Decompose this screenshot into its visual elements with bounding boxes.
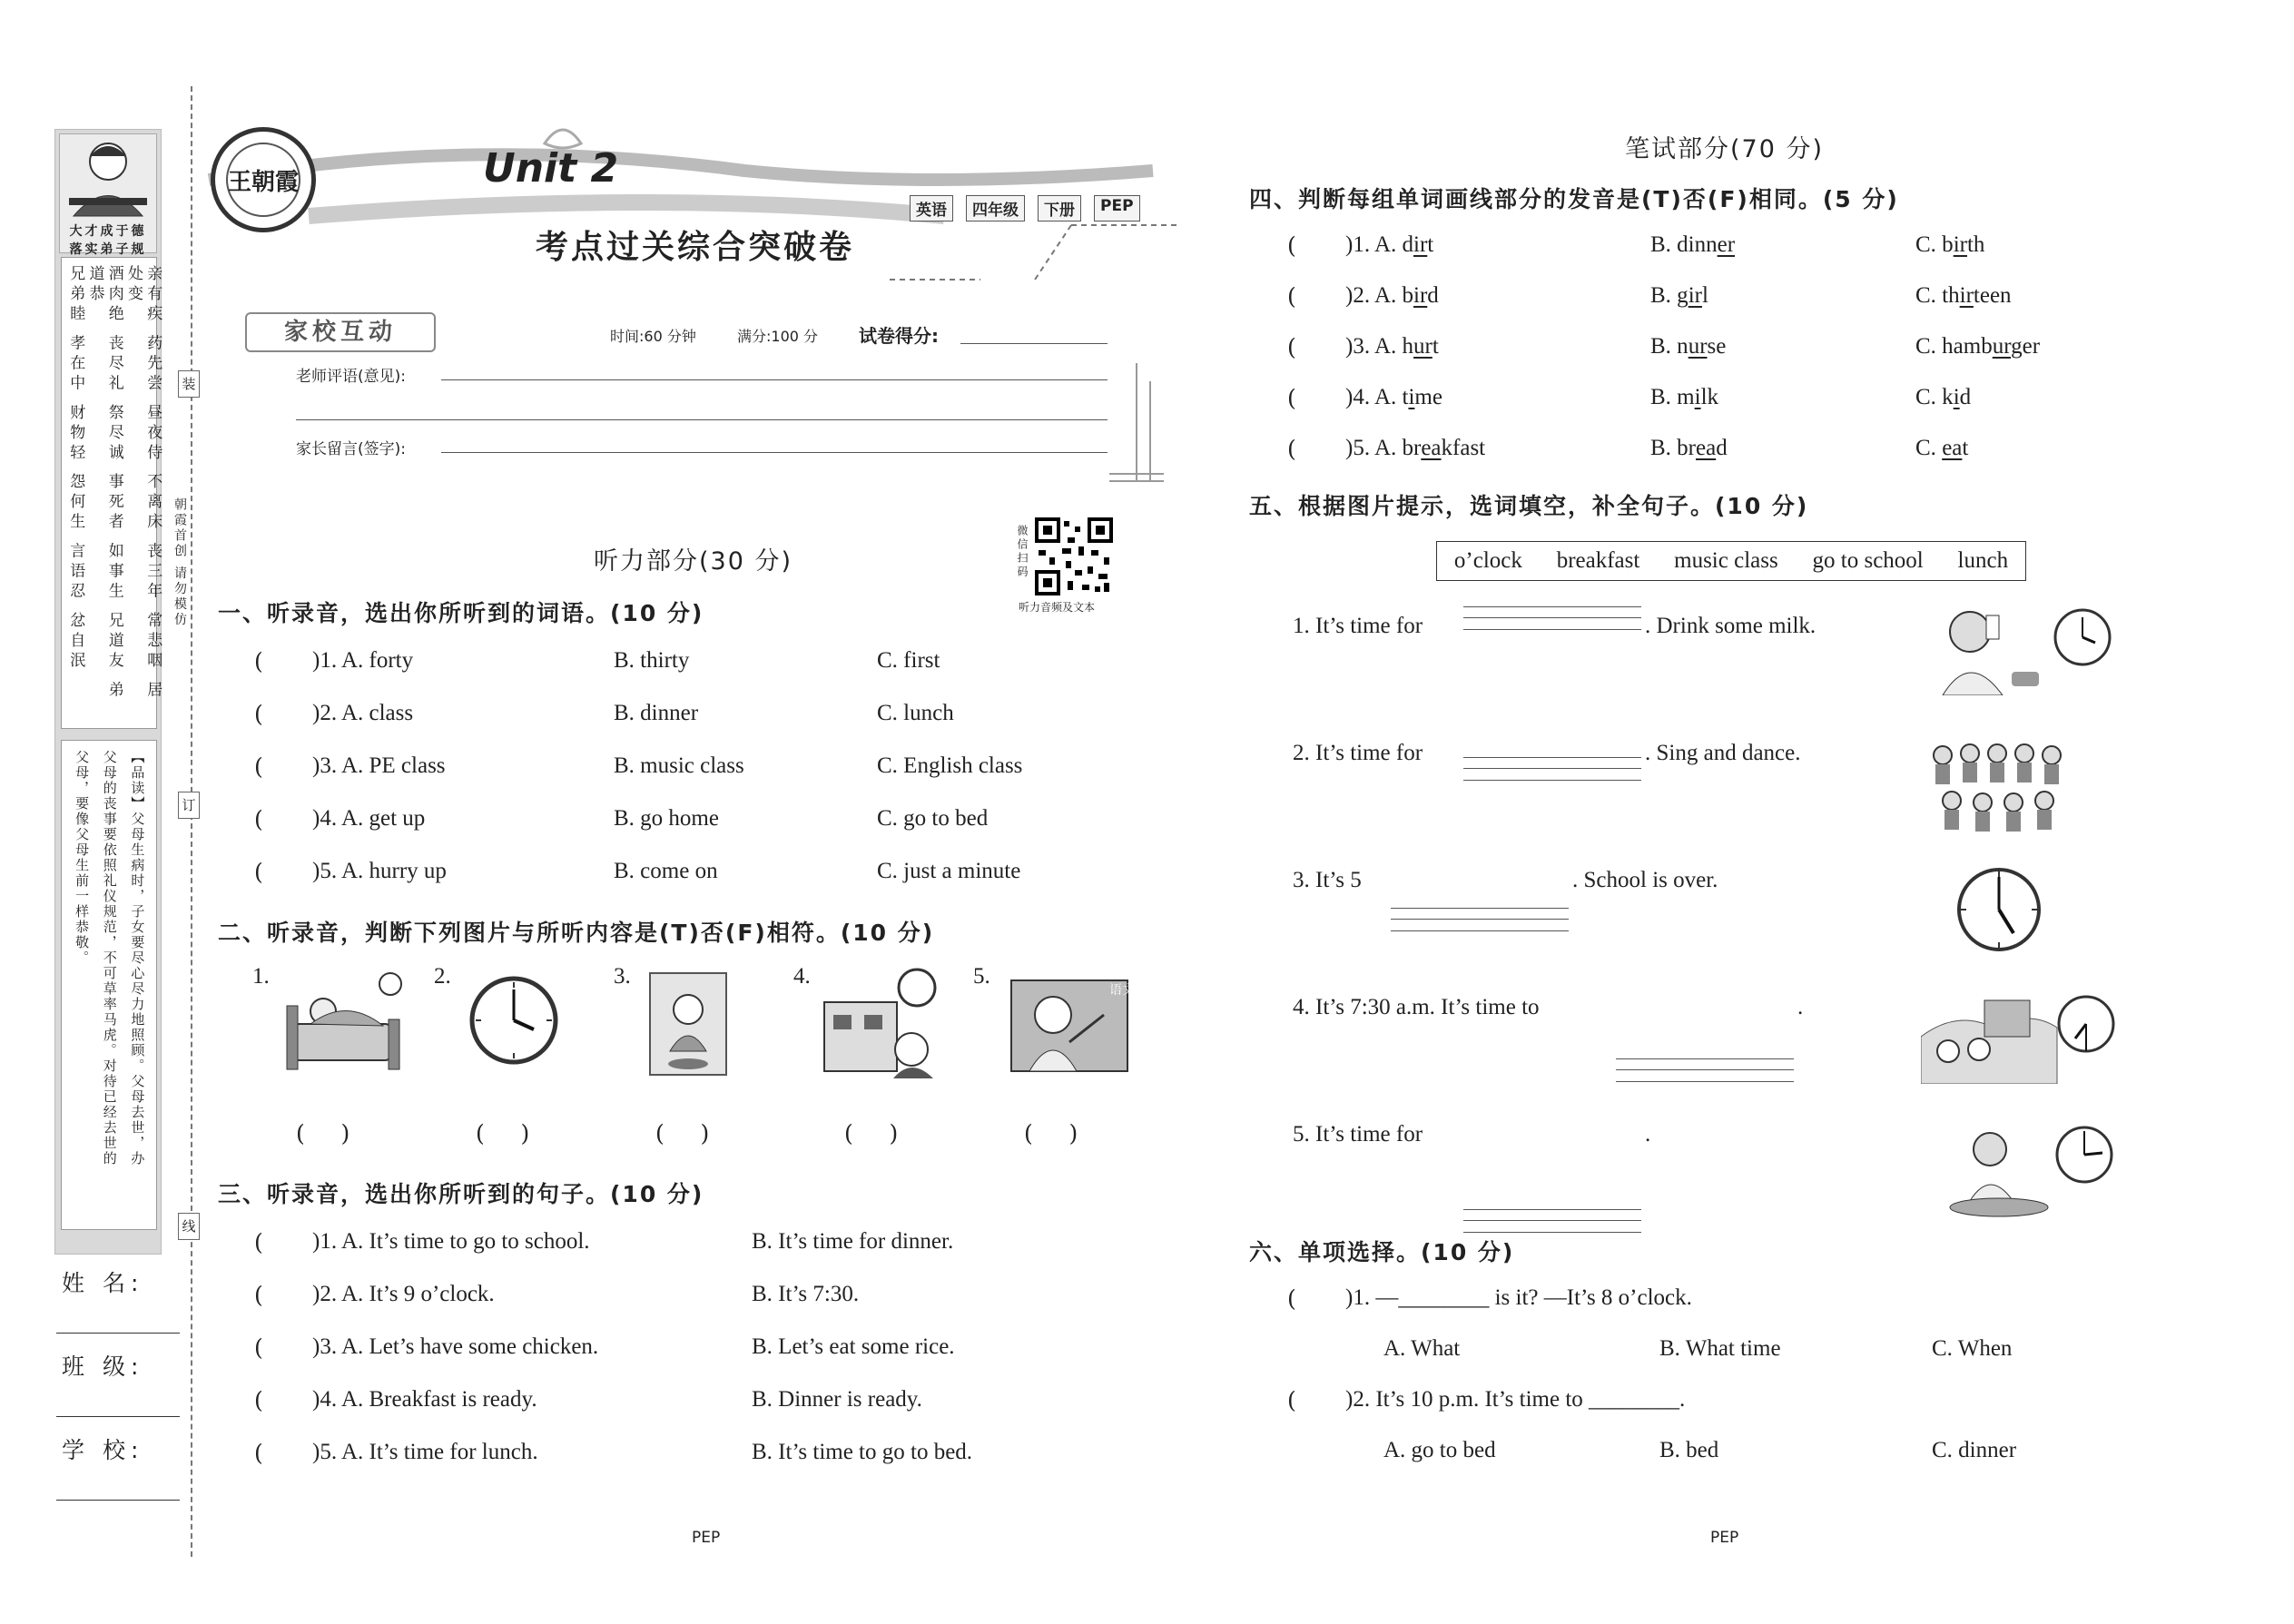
section5-heading: 五、根据图片提示，选词填空，补全句子。(10 分) bbox=[1249, 493, 1809, 519]
score-label: 试卷得分: bbox=[859, 325, 939, 347]
fill-in-blank[interactable] bbox=[1463, 757, 1641, 781]
option-a[interactable]: )1. A. forty bbox=[312, 648, 414, 673]
name-label: 姓 名: bbox=[62, 1270, 144, 1296]
girl-eating-picture bbox=[646, 969, 730, 1082]
picture-label: 3. bbox=[614, 964, 631, 989]
option-a[interactable]: )5. A. It’s time for lunch. bbox=[312, 1440, 538, 1464]
parent-message-label: 家长留言(签字): bbox=[296, 440, 406, 458]
answer-blank[interactable]: ( bbox=[254, 859, 300, 885]
score-field[interactable] bbox=[960, 343, 1108, 344]
motto-bottom: 落实弟子规 bbox=[69, 242, 147, 257]
option-a[interactable]: )5. A. breakfast bbox=[1345, 436, 1486, 460]
option-a[interactable]: )1. A. dirt bbox=[1345, 232, 1434, 257]
option-a[interactable]: )1. A. It’s time to go to school. bbox=[312, 1229, 590, 1254]
answer-blank[interactable]: ( ) bbox=[476, 1120, 530, 1147]
picture-label: 1. bbox=[252, 964, 270, 989]
picture-label: 5. bbox=[973, 964, 990, 989]
sentence-suffix: . Sing and dance. bbox=[1645, 741, 1801, 765]
answer-blank[interactable]: ( bbox=[254, 1387, 300, 1413]
unit-title: Unit 2 bbox=[483, 145, 619, 192]
option-c[interactable]: C. When bbox=[1932, 1336, 2013, 1361]
option-c[interactable]: C. hamburger bbox=[1915, 334, 2041, 359]
word-bank-box bbox=[1436, 541, 2026, 581]
class-field[interactable] bbox=[56, 1416, 180, 1417]
answer-blank[interactable]: ( bbox=[1287, 283, 1333, 310]
sentence-suffix: . bbox=[1797, 995, 1804, 1019]
option-a[interactable]: )2. A. class bbox=[312, 701, 414, 725]
tag-edition: PEP bbox=[1094, 195, 1140, 221]
grade-tags bbox=[910, 195, 1140, 221]
parent-message-field[interactable] bbox=[441, 452, 1108, 453]
sentence-prefix: 4. It’s 7:30 a.m. It’s time to bbox=[1293, 995, 1540, 1019]
tag-grade: 四年级 bbox=[966, 195, 1025, 221]
school-field[interactable] bbox=[56, 1500, 180, 1501]
option-a[interactable]: )2. A. It’s 9 o’clock. bbox=[312, 1282, 495, 1306]
poem-column: 兄弟睦 孝在中 财物轻 怨何生 言语忍 忿自泯 bbox=[66, 265, 85, 673]
answer-blank[interactable]: ( bbox=[254, 1334, 300, 1361]
full-score: 满分:100 分 bbox=[737, 328, 819, 345]
name-field[interactable] bbox=[56, 1333, 180, 1334]
paper-title: 考点过关综合突破卷 bbox=[536, 229, 855, 266]
cut-line bbox=[191, 86, 192, 1557]
writing-part-title: 笔试部分(70 分) bbox=[1625, 135, 1825, 163]
five-oclock-clock-picture bbox=[1954, 864, 2044, 955]
section1-heading: 一、听录音，选出你所听到的词语。(10 分) bbox=[218, 600, 704, 626]
section6-heading: 六、单项选择。(10 分) bbox=[1249, 1239, 1515, 1265]
qr-code-icon[interactable] bbox=[1035, 517, 1113, 595]
qr-caption: 听力音频及文本 bbox=[1019, 601, 1096, 614]
answer-blank[interactable]: ( bbox=[1287, 334, 1333, 360]
word-bank-item: go to school bbox=[1812, 548, 1924, 573]
poem-box bbox=[61, 257, 162, 729]
sentence-suffix: . Drink some milk. bbox=[1645, 614, 1816, 638]
logo-text: 王朝霞 bbox=[226, 143, 300, 217]
fill-in-blank[interactable] bbox=[1463, 1209, 1641, 1233]
boy-figure-icon bbox=[60, 134, 156, 218]
option-b[interactable]: B. go home bbox=[614, 806, 719, 831]
bracket-decoration bbox=[1109, 363, 1164, 490]
fill-in-blank[interactable] bbox=[1463, 606, 1641, 630]
option-b[interactable]: B. Let’s eat some rice. bbox=[752, 1334, 955, 1359]
cut-mark: 线 bbox=[178, 1213, 200, 1240]
answer-blank[interactable]: ( bbox=[1287, 232, 1333, 259]
answer-blank[interactable]: ( ) bbox=[296, 1120, 350, 1147]
answer-blank[interactable]: ( bbox=[254, 806, 300, 832]
listening-part-title: 听力部分(30 分) bbox=[594, 547, 793, 576]
picture-label: 4. bbox=[793, 964, 811, 989]
tag-volume: 下册 bbox=[1038, 195, 1081, 221]
option-a[interactable]: A. What bbox=[1383, 1336, 1461, 1361]
cut-mark: 订 bbox=[178, 792, 200, 819]
option-a[interactable]: )3. A. PE class bbox=[312, 753, 446, 778]
option-a[interactable]: )3. A. Let’s have some chicken. bbox=[312, 1334, 599, 1359]
cut-mark: 装 bbox=[178, 370, 200, 398]
answer-blank[interactable]: ( ) bbox=[844, 1120, 899, 1147]
teacher-comment-field[interactable] bbox=[441, 379, 1108, 380]
option-b[interactable]: B. nurse bbox=[1650, 334, 1727, 359]
answer-blank[interactable]: ( bbox=[254, 1440, 300, 1466]
option-c[interactable]: C. English class bbox=[877, 753, 1023, 778]
word-bank-item: breakfast bbox=[1556, 548, 1640, 573]
option-b[interactable]: B. bed bbox=[1659, 1438, 1719, 1462]
option-b[interactable]: B. thirty bbox=[614, 648, 690, 673]
blackboard-text: 语文 bbox=[1109, 983, 1135, 998]
option-b[interactable]: B. dinner bbox=[1650, 232, 1736, 257]
picture-label: 2. bbox=[434, 964, 451, 989]
answer-blank[interactable]: ( bbox=[1287, 1285, 1333, 1312]
option-b[interactable]: B. dinner bbox=[614, 701, 699, 725]
section3-heading: 三、听录音，选出你所听到的句子。(10 分) bbox=[218, 1181, 704, 1207]
children-singing-dancing-picture bbox=[1925, 737, 2070, 839]
option-b[interactable]: B. What time bbox=[1659, 1336, 1781, 1361]
fill-in-blank[interactable] bbox=[1391, 908, 1569, 931]
footer-right: PEP bbox=[1710, 1529, 1739, 1547]
tag-subject: 英语 bbox=[910, 195, 953, 221]
option-a[interactable]: )4. A. Breakfast is ready. bbox=[312, 1387, 537, 1412]
answer-blank[interactable]: ( bbox=[1287, 385, 1333, 411]
copyright-note: 朝霞首创 请勿模仿 bbox=[172, 497, 187, 628]
fill-in-blank[interactable] bbox=[1616, 1058, 1794, 1082]
option-a[interactable]: )4. A. time bbox=[1345, 385, 1442, 409]
class-label: 班 级: bbox=[62, 1353, 144, 1380]
boy-eating-lunch-picture bbox=[1944, 1117, 2126, 1220]
home-school-label: 家校互动 bbox=[245, 312, 436, 352]
sentence-suffix: . School is over. bbox=[1572, 868, 1718, 892]
section2-heading: 二、听录音，判断下列图片与所听内容是(T)否(F)相符。(10 分) bbox=[218, 920, 935, 946]
option-b[interactable]: B. girl bbox=[1650, 283, 1708, 308]
answer-blank[interactable]: ( bbox=[254, 1282, 300, 1308]
publisher-logo bbox=[211, 127, 316, 232]
answer-blank[interactable]: ( bbox=[1287, 436, 1333, 462]
option-a[interactable]: )5. A. hurry up bbox=[312, 859, 447, 883]
word-bank-item: music class bbox=[1674, 548, 1778, 573]
poem-column: 酒肉绝 丧尽礼 祭尽诚 事死者 如事生 兄道友 弟道恭 bbox=[85, 265, 123, 702]
school-label: 学 校: bbox=[62, 1437, 144, 1463]
option-b[interactable]: B. It’s 7:30. bbox=[752, 1282, 860, 1306]
option-b[interactable]: B. come on bbox=[614, 859, 718, 883]
boy-illustration bbox=[59, 133, 157, 257]
sentence-prefix: 3. It’s 5 bbox=[1293, 868, 1362, 892]
option-c[interactable]: C. just a minute bbox=[877, 859, 1021, 883]
sentence-suffix: . bbox=[1645, 1122, 1651, 1147]
answer-blank[interactable]: ( bbox=[1287, 1387, 1333, 1413]
sentence-prefix: 2. It’s time for bbox=[1293, 741, 1423, 765]
note-column: 【品读】父母生病时，子女要尽心尽力地照顾。父母去世，办 bbox=[129, 750, 146, 1166]
school-and-clock-picture bbox=[821, 966, 948, 1078]
question-6-2: )2. It’s 10 p.m. It’s time to ________. bbox=[1345, 1387, 1686, 1412]
left-sidebar bbox=[54, 129, 162, 1255]
reading-note-box bbox=[61, 740, 157, 1230]
answer-blank[interactable]: ( bbox=[254, 701, 300, 727]
qr-side-text: 微信扫码 bbox=[1016, 525, 1029, 579]
option-a[interactable]: )4. A. get up bbox=[312, 806, 426, 831]
option-b[interactable]: B. It’s time for dinner. bbox=[752, 1229, 954, 1254]
section4-heading: 四、判断每组单词画线部分的发音是(T)否(F)相同。(5 分) bbox=[1249, 186, 1899, 212]
answer-blank[interactable]: ( bbox=[254, 1229, 300, 1255]
option-c[interactable]: C. first bbox=[877, 648, 940, 673]
teacher-comment-label: 老师评语(意见): bbox=[296, 368, 406, 386]
option-b[interactable]: B. milk bbox=[1650, 385, 1719, 409]
option-a[interactable]: )2. A. bird bbox=[1345, 283, 1439, 308]
sentence-prefix: 1. It’s time for bbox=[1293, 614, 1423, 638]
word-bank-item: o’clock bbox=[1453, 548, 1522, 573]
option-c[interactable]: C. kid bbox=[1915, 385, 1972, 409]
teacher-comment-field-2[interactable] bbox=[296, 419, 1108, 420]
clock-picture bbox=[467, 973, 561, 1068]
kids-going-to-school-picture bbox=[1921, 982, 2121, 1084]
option-b[interactable]: B. Dinner is ready. bbox=[752, 1387, 922, 1412]
boy-sleeping-in-bed-picture bbox=[283, 969, 410, 1078]
answer-blank[interactable]: ( ) bbox=[1024, 1120, 1078, 1147]
word-bank-item: lunch bbox=[1957, 548, 2009, 573]
option-c[interactable]: C. dinner bbox=[1932, 1438, 2017, 1462]
answer-blank[interactable]: ( ) bbox=[655, 1120, 710, 1147]
poem-column: 亲有疾 药先尝 昼夜侍 不离床 丧三年 常悲咽 居处变 bbox=[124, 265, 162, 702]
answer-blank[interactable]: ( bbox=[254, 648, 300, 674]
option-c[interactable]: C. birth bbox=[1915, 232, 1985, 257]
answer-blank[interactable]: ( bbox=[254, 753, 300, 780]
option-c[interactable]: C. thirteen bbox=[1915, 283, 2012, 308]
note-column: 父母，要像父母生前一样恭敬。 bbox=[74, 750, 91, 966]
footer-left: PEP bbox=[692, 1529, 721, 1547]
option-c[interactable]: C. eat bbox=[1915, 436, 1969, 460]
time-limit: 时间:60 分钟 bbox=[610, 328, 696, 345]
option-b[interactable]: B. It’s time to go to bed. bbox=[752, 1440, 973, 1464]
note-column: 父母的丧事要依照礼仪规范，不可草率马虎。对待已经去世的 bbox=[101, 750, 118, 1166]
sentence-prefix: 5. It’s time for bbox=[1293, 1122, 1423, 1147]
option-c[interactable]: C. lunch bbox=[877, 701, 954, 725]
boy-drinking-milk-picture bbox=[1934, 595, 2115, 695]
question-6-1: )1. —________ is it? —It’s 8 o’clock. bbox=[1345, 1285, 1692, 1310]
option-a[interactable]: A. go to bed bbox=[1383, 1438, 1496, 1462]
option-b[interactable]: B. bread bbox=[1650, 436, 1728, 460]
motto-top: 大才成于德 bbox=[69, 224, 147, 239]
option-a[interactable]: )3. A. hurt bbox=[1345, 334, 1439, 359]
option-c[interactable]: C. go to bed bbox=[877, 806, 989, 831]
option-b[interactable]: B. music class bbox=[614, 753, 744, 778]
